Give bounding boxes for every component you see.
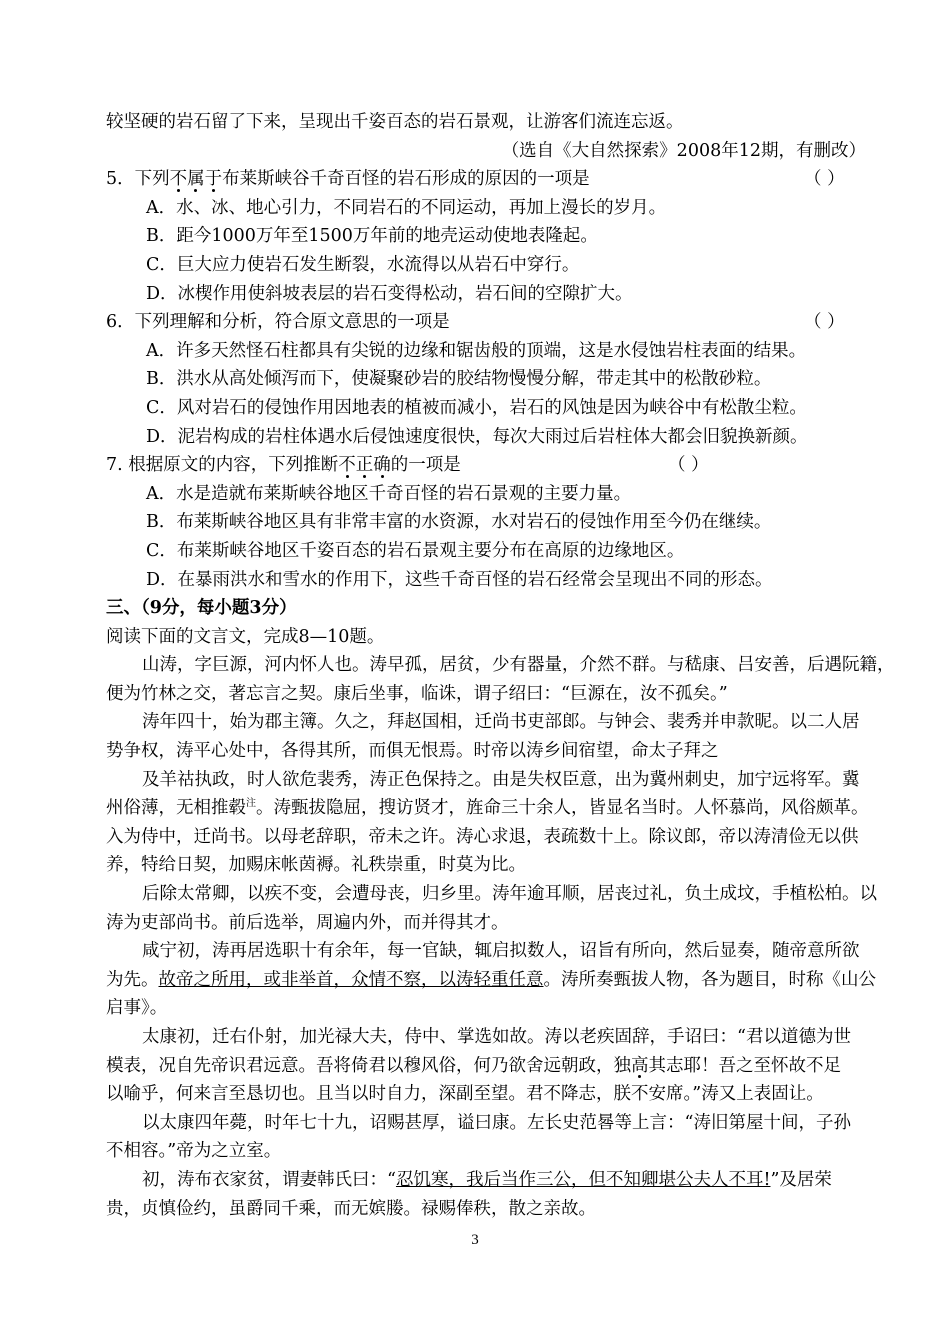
question-6-option-a: A．许多天然怪石柱都具有尖锐的边缘和锯齿般的顶端，这是水侵蚀岩柱表面的结果。 [146,340,807,361]
passage-line: 以喻乎，何来言至恳切也。且当以时自力，深副至望。君不降志，朕不安席。”涛又上表固让。 [106,1084,824,1105]
question-7-stem [106,451,896,480]
answer-parentheses: （ ） [668,455,709,476]
passage-segment: 为先。 [106,969,159,990]
passage-line: 涛为吏部尚书。前后选举，周遍内外，而并得其才。 [106,912,509,933]
source-citation: （选自《大自然探索》2008年12期，有删改） [501,140,866,161]
question-5-stem-suffix: 布莱斯峡谷千奇百怪的岩石形成的原因的一项是 [222,169,590,190]
question-7-stem-prefix: 7. 根据原文的内容，下列推断 [106,455,339,476]
question-6-option-c: C．风对岩石的侵蚀作用因地表的植被而减小，岩石的风蚀是因为峡谷中有松散尘粒。 [146,397,807,418]
passage-line: 山涛，字巨源，河内怀人也。涛早孤，居贫，少有器量，介然不群。与嵇康、吕安善，后遇阮籍， [142,655,895,676]
passage-line: 涛年四十，始为郡主簿。久之，拜赵国相，迁尚书吏部郎。与钟会、裴秀并申款昵。以二人居 [142,712,860,733]
passage-line [106,1166,896,1195]
passage-segment: 初，涛布衣家贫，谓妻韩氏曰：“ [142,1169,396,1190]
question-5-stem [106,165,896,194]
passage-line: 及羊祜执政，时人欲危裴秀，涛正色保持之。由是失权臣意，出为冀州刺史，加宁远将军。冀 [142,769,860,790]
emph-char: 不 [170,165,188,194]
underlined-sentence: 故帝之所用，或非举首，众情不察，以涛轻重任意 [158,969,544,990]
question-7-stem-suffix: 的一项是 [390,455,461,476]
question-5-stem-prefix: 5．下列 [106,169,170,190]
passage-line [106,794,896,823]
emph-char: 不 [338,451,356,480]
emph-char: 正 [356,451,374,480]
passage-segment: 模表，况自先帝识君远意。吾将倚君以穆风俗，何乃欲舍远朝政，独 [106,1055,631,1076]
question-7-option-b: B．布莱斯峡谷地区具有非常丰富的水资源，水对岩石的侵蚀作用至今仍在继续。 [146,512,772,533]
footnote-marker: 注 [246,798,256,810]
passage-line: 咸宁初，涛再居选职十有余年，每一官缺，辄启拟数人，诏旨有所向，然后显奏，随帝意所欲 [142,941,860,962]
passage-line: 势争权，涛平心处中，各得其所，而俱无恨焉。时帝以涛乡间宿望，命太子拜之 [106,741,719,762]
question-6-stem [106,308,896,337]
passage-line: 养，特给日契，加赐床帐茵褥。礼秩崇重，时莫为比。 [106,855,526,876]
emph-char: 属 [187,165,205,194]
section-3-instruction: 阅读下面的文言文，完成8—10题。 [106,626,385,647]
question-5-option-c: C．巨大应力使岩石发生断裂，水流得以从岩石中穿行。 [146,254,580,275]
answer-parentheses: （ ） [804,312,845,333]
passage-line [106,1052,896,1081]
passage-segment: 。涛所奏甄拔人物，各为题目，时称《山公 [543,969,876,990]
passage-line: 入为侍中，迁尚书。以母老辞职，帝未之许。涛心求退，表疏数十上。除议郎，帝以涛清俭无以供 [106,826,859,847]
answer-parentheses: （ ） [804,169,845,190]
question-6-option-b: B．洪水从高处倾泻而下，使凝聚砂岩的胶结物慢慢分解，带走其中的松散砂粒。 [146,369,772,390]
question-6-stem-text: 6．下列理解和分析，符合原文意思的一项是 [106,312,450,333]
passage-segment: 。涛甄拔隐屈，搜访贤才，旌命三十余人，皆显名当时。人怀慕尚，风俗颇革。 [256,798,869,819]
passage-line: 贵，贞慎俭约，虽爵同千乘，而无嫔媵。禄赐俸秩，散之亲故。 [106,1198,596,1219]
emph-char: 于 [205,165,223,194]
passage-segment: 其志耶！吾之至怀故不足 [648,1055,841,1076]
passage-segment: ”及居荣 [770,1169,832,1190]
question-5-option-b: B．距今1000万年至1500万年前的地壳运动使地表隆起。 [146,226,598,247]
exam-page [106,108,896,1223]
question-7-option-a: A．水是造就布莱斯峡谷地区千奇百怪的岩石景观的主要力量。 [146,483,632,504]
section-3-heading: 三、（9分，每小题3分） [106,598,297,619]
question-5-option-a: A．水、冰、地心引力，不同岩石的不同运动，再加上漫长的岁月。 [146,197,667,218]
passage-line: 后除太常卿，以疾不变，会遭母丧，归乡里。涛年逾耳顺，居丧过礼，负土成坟，手植松柏。以 [142,884,877,905]
passage-line: 以太康四年薨，时年七十九，诏赐甚厚，谥曰康。左长史范晷等上言：“涛旧第屋十间，子孙 [142,1112,851,1133]
underlined-sentence: 忍饥寒，我后当作三公，但不知卿堪公夫人不耳! [395,1169,771,1190]
question-5-emphasis [170,169,223,189]
passage-line: 太康初，迁右仆射，加光禄大夫，侍中、掌选如故。涛以老疾固辞，手诏曰：“君以道德为世 [142,1027,851,1047]
question-5-option-d: D．冰楔作用使斜坡表层的岩石变得松动，岩石间的空隙扩大。 [146,283,633,304]
question-7-option-c: C．布莱斯峡谷地区千姿百态的岩石景观主要分布在高原的边缘地区。 [146,540,685,561]
passage-line [106,966,896,995]
question-6-option-d: D．泥岩构成的岩柱体遇水后侵蚀速度很快，每次大雨过后岩柱体大都会旧貌换新颜。 [146,426,808,447]
passage-line: 启事》。 [106,998,168,1019]
emphasized-char: 高 [631,1052,649,1081]
question-7-emphasis [338,455,391,475]
emph-char: 确 [373,451,391,480]
page-number: 3 [471,1232,479,1248]
question-7-option-d: D．在暴雨洪水和雪水的作用下，这些千奇百怪的岩石经常会呈现出不同的形态。 [146,569,773,590]
passage-last-line: 较坚硬的岩石留了下来，呈现出千姿百态的岩石景观，让游客们流连忘返。 [106,112,684,132]
passage-segment: 州俗薄，无相推毂 [106,798,246,819]
passage-line: 便为竹林之交，著忘言之契。康后坐事，临诛，谓子绍曰：“巨源在，汝不孤矣。” [106,683,728,704]
passage-line: 不相容。”帝为之立室。 [106,1141,282,1162]
